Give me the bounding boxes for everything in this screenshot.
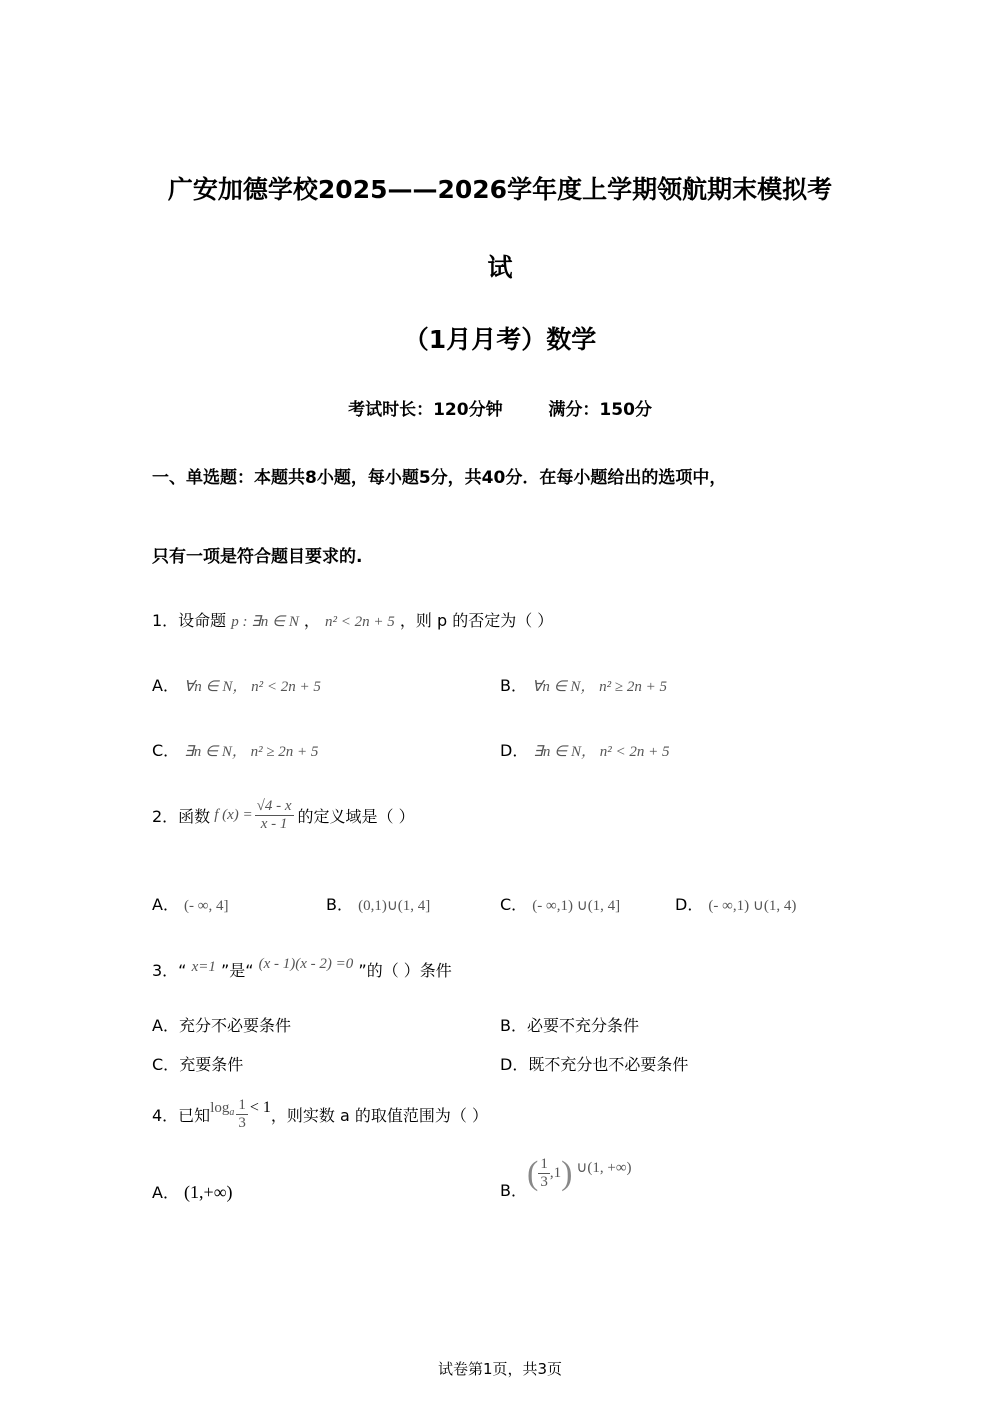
q4-suffix: ，则实数 a 的取值范围为（ ） xyxy=(270,1105,488,1125)
q3-option-a[interactable] xyxy=(152,1013,291,1036)
option-math: ∀n ∈ N， n² < 2n + 5 xyxy=(184,679,321,695)
q4-fraction xyxy=(236,1097,248,1132)
exam-meta xyxy=(0,395,1000,420)
q4-b-frac-den: 3 xyxy=(540,1174,548,1190)
option-label: A． xyxy=(152,895,179,914)
q1-option-c[interactable] xyxy=(152,738,318,761)
option-label: B． xyxy=(500,1181,527,1200)
option-label: D． xyxy=(675,895,704,914)
option-text: 充要条件 xyxy=(179,1055,244,1074)
full-score: 满分：150分 xyxy=(548,400,652,420)
option-label: A． xyxy=(152,676,179,695)
option-label: B． xyxy=(500,1016,527,1035)
option-text: 充分不必要条件 xyxy=(178,1016,291,1035)
q4-option-b[interactable] xyxy=(500,1155,632,1201)
option-math: ∀n ∈ N， n² ≥ 2n + 5 xyxy=(532,679,668,695)
q1-proposition: p : ∃n ∈ N xyxy=(231,614,299,630)
q4-log-base: a xyxy=(229,1106,235,1118)
section-heading-line2: 只有一项是符合题目要求的. xyxy=(152,547,363,567)
option-text: 必要不充分条件 xyxy=(526,1016,639,1035)
q4-inequality: < 1 xyxy=(249,1099,271,1116)
q3-option-d[interactable] xyxy=(500,1052,688,1075)
option-label: B． xyxy=(326,895,353,914)
q1-prefix: 1．设命题 xyxy=(152,611,227,630)
q3-option-c[interactable] xyxy=(152,1052,243,1075)
q4-option-a[interactable] xyxy=(152,1180,233,1203)
option-math xyxy=(527,1156,632,1191)
option-label: C． xyxy=(152,1055,180,1074)
q4-b-rest: ,1 xyxy=(549,1165,562,1181)
q4-frac-den: 3 xyxy=(238,1114,246,1131)
section-heading-line1: 一、单选题：本题共8小题，每小题5分，共40分．在每小题给出的选项中， xyxy=(152,468,727,488)
q2-function: f (x) = xyxy=(214,806,253,823)
option-label: D． xyxy=(500,741,529,760)
q2-denominator: x - 1 xyxy=(260,815,288,832)
right-paren-icon: ) xyxy=(561,1154,573,1192)
q1-suffix: ，则 p 的否定为（ ） xyxy=(399,611,554,630)
q1-option-a[interactable] xyxy=(152,673,321,696)
option-label: A． xyxy=(152,1183,179,1202)
q2-suffix: 的定义域是（ ） xyxy=(297,806,415,826)
option-math: (- ∞, 4] xyxy=(184,898,229,914)
q1-option-b[interactable] xyxy=(500,673,667,696)
option-label: C． xyxy=(500,895,528,914)
q4-prefix: 4．已知 xyxy=(152,1105,211,1125)
option-math: ∃n ∈ N， n² < 2n + 5 xyxy=(533,744,670,760)
option-text: 既不充分也不必要条件 xyxy=(528,1055,689,1074)
q1-separator: ， xyxy=(303,611,320,630)
q3-condition-1: x=1 xyxy=(191,959,216,975)
q3-condition-2: (x - 1)(x - 2) =0 xyxy=(258,956,354,972)
left-paren-icon: ( xyxy=(526,1154,539,1192)
option-label: B． xyxy=(500,676,527,695)
question-1 xyxy=(152,608,553,631)
q2-option-b[interactable] xyxy=(326,892,430,915)
option-label: A． xyxy=(152,1016,179,1035)
option-math: (1,+∞) xyxy=(184,1182,233,1202)
q2-option-c[interactable] xyxy=(500,892,620,915)
q4-b-frac-num: 1 xyxy=(540,1156,548,1172)
exam-title-line2: 试 xyxy=(487,253,513,282)
q2-numerator: √4 - x xyxy=(256,797,292,814)
q4-frac-num: 1 xyxy=(238,1096,246,1113)
q4-b-tail: ∪(1, +∞) xyxy=(576,1160,632,1176)
exam-subtitle: （1月月考）数学 xyxy=(403,325,597,354)
q3-prefix: 3．“ xyxy=(152,961,187,980)
question-4 xyxy=(152,1094,488,1134)
option-label: D． xyxy=(500,1055,529,1074)
page-footer: 试卷第1页，共3页 xyxy=(437,1360,563,1378)
q3-option-b[interactable] xyxy=(500,1013,639,1036)
option-math: (- ∞,1) ∪(1, 4] xyxy=(532,898,621,914)
option-label: C． xyxy=(152,741,180,760)
q1-option-d[interactable] xyxy=(500,738,669,761)
q2-option-d[interactable] xyxy=(675,892,796,915)
q4-b-fraction xyxy=(538,1156,550,1191)
question-2 xyxy=(152,790,415,840)
q4-log: log xyxy=(210,1099,230,1116)
q2-fraction xyxy=(255,798,294,833)
q2-option-a[interactable] xyxy=(152,892,228,915)
question-3 xyxy=(152,958,452,981)
option-math: (0,1)∪(1, 4] xyxy=(358,898,431,914)
exam-title-line1: 广安加德学校2025——2026学年度上学期领航期末模拟考 xyxy=(167,175,833,204)
q3-mid: ”是“ xyxy=(220,961,254,980)
option-math: (- ∞,1) ∪(1, 4) xyxy=(708,898,797,914)
q2-prefix: 2．函数 xyxy=(152,806,211,826)
option-math: ∃n ∈ N， n² ≥ 2n + 5 xyxy=(184,744,319,760)
exam-time: 考试时长：120分钟 xyxy=(348,400,503,420)
q3-suffix: ”的（ ）条件 xyxy=(358,961,452,980)
q1-condition: n² < 2n + 5 xyxy=(325,614,395,630)
